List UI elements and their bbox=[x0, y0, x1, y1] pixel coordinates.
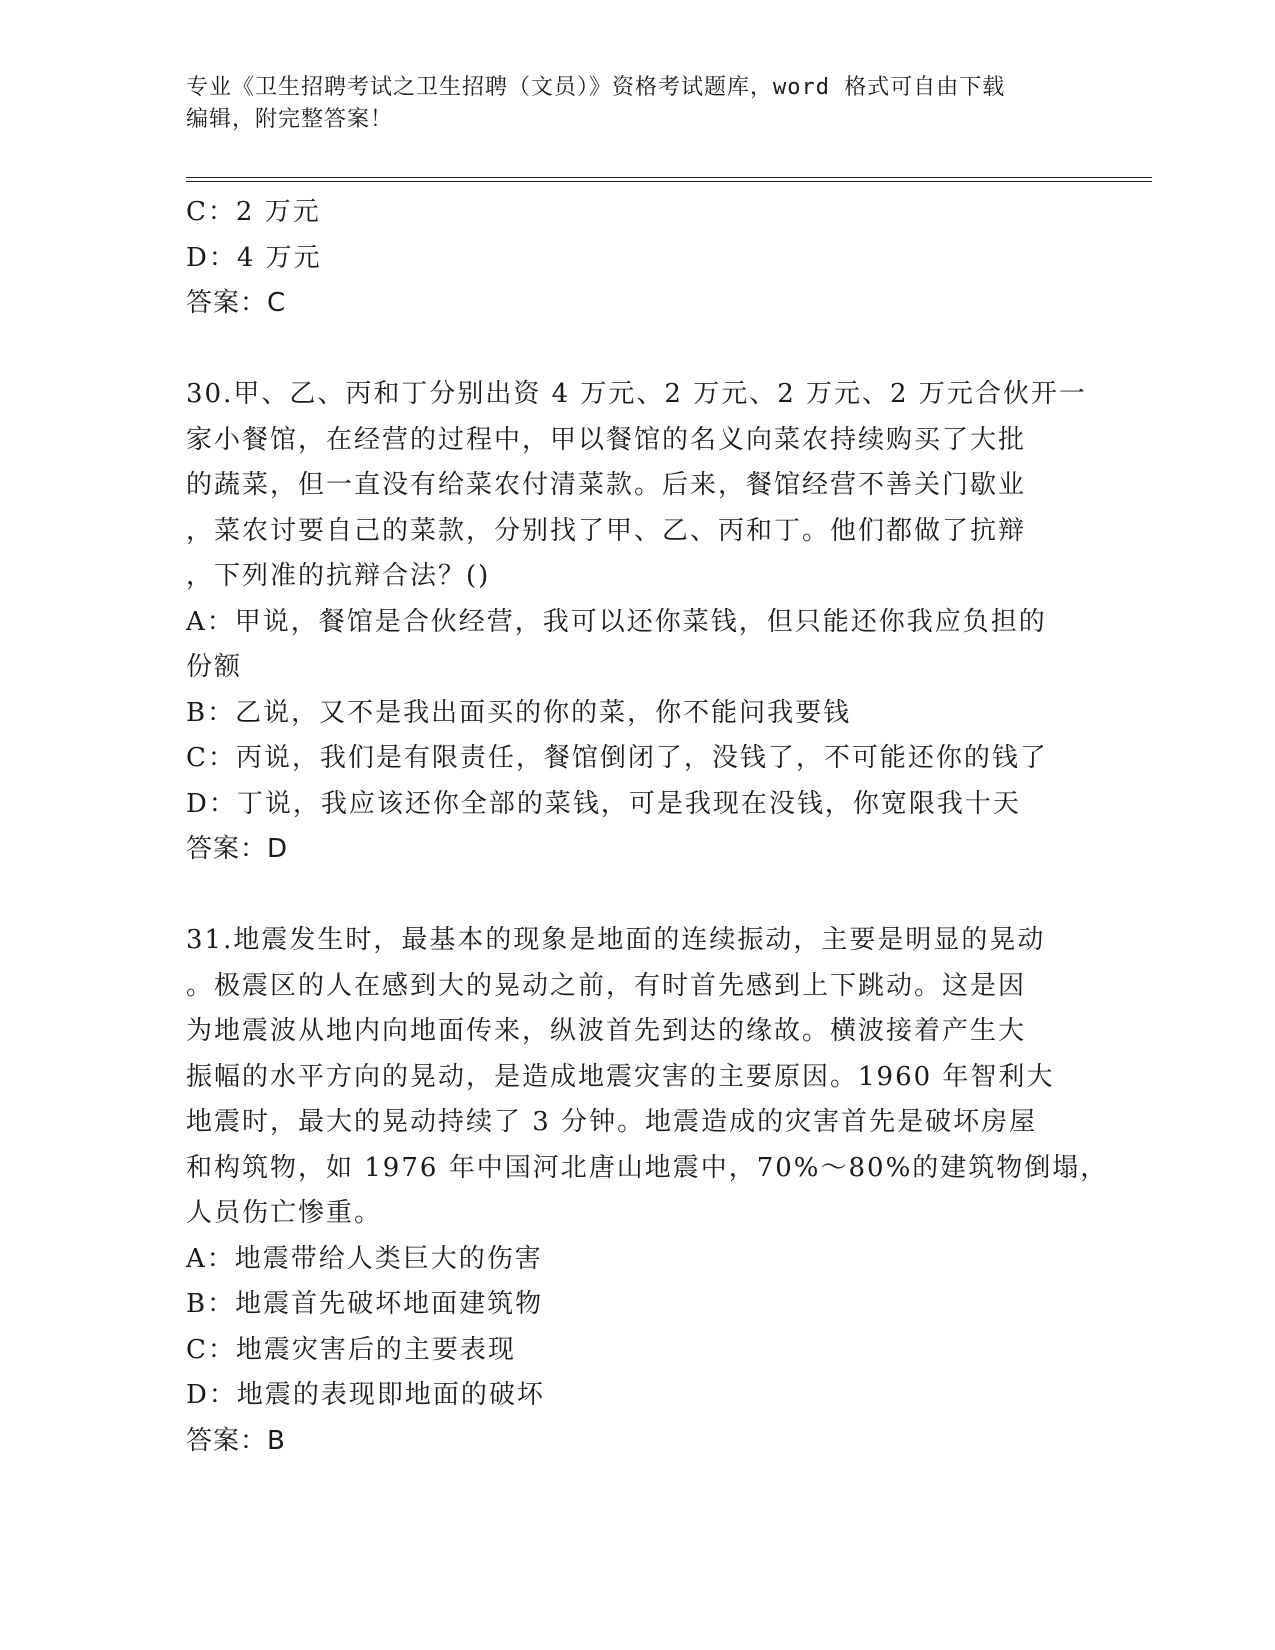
option-d: D：丁说，我应该还你全部的菜钱，可是我现在没钱，你宽限我十天 bbox=[186, 788, 1021, 819]
question-text-line: 的蔬菜，但一直没有给菜农付清菜款。后来，餐馆经营不善关门歇业 bbox=[186, 470, 1027, 500]
option-c: C：地震灾害后的主要表现 bbox=[186, 1334, 516, 1365]
option-b: B：地震首先破坏地面建筑物 bbox=[186, 1289, 544, 1319]
question-text-line: 30.甲、乙、丙和丁分别出资 4 万元、2 万元、2 万元、2 万元合伙开一 bbox=[186, 379, 1087, 409]
option-d: D：地震的表现即地面的破坏 bbox=[186, 1380, 545, 1410]
answer-line: 答案：B bbox=[186, 1425, 286, 1456]
question-31 bbox=[186, 918, 1109, 1464]
question-30 bbox=[186, 372, 1086, 873]
header-line-1: 专业《卫生招聘考试之卫生招聘（文员）》资格考试题库，word 格式可自由下载 bbox=[186, 75, 1006, 100]
question-text-line: 地震时，最大的晃动持续了 3 分钟。地震造成的灾害首先是破坏房屋 bbox=[186, 1107, 1038, 1137]
document-header bbox=[186, 72, 1066, 136]
option-a: A：地震带给人类巨大的伤害 bbox=[186, 1243, 543, 1274]
option-c: C：丙说，我们是有限责任，餐馆倒闭了，没钱了，不可能还你的钱了 bbox=[186, 743, 1048, 773]
prev-question bbox=[186, 190, 1086, 327]
question-text-line: ，下列准的抗辩合法？() bbox=[186, 561, 491, 591]
header-line-2: 编辑，附完整答案！ bbox=[186, 107, 394, 132]
option-a: A：甲说，餐馆是合伙经营，我可以还你菜钱，但只能还你我应负担的 bbox=[186, 606, 1047, 637]
spacer bbox=[186, 873, 1086, 919]
question-text-line: 家小餐馆，在经营的过程中，甲以餐馆的名义向菜农持续购买了大批 bbox=[186, 424, 1027, 455]
spacer bbox=[186, 327, 1086, 373]
option-a-continued: 份额 bbox=[186, 652, 243, 682]
question-text-line: 振幅的水平方向的晃动，是造成地震灾害的主要原因。1960 年智利大 bbox=[186, 1061, 1055, 1092]
option-d: D：4 万元 bbox=[186, 242, 322, 273]
question-text-line: 人员伤亡惨重。 bbox=[186, 1198, 383, 1228]
header-divider bbox=[186, 177, 1152, 182]
question-text-line: ，菜农讨要自己的菜款，分别找了甲、乙、丙和丁。他们都做了抗辩 bbox=[186, 515, 1027, 546]
option-c: C：2 万元 bbox=[186, 197, 321, 227]
answer-line: 答案：C bbox=[186, 288, 287, 318]
answer-line: 答案：D bbox=[186, 834, 289, 864]
question-text-line: 31.地震发生时，最基本的现象是地面的连续振动，主要是明显的晃动 bbox=[186, 925, 1046, 955]
option-b: B：乙说，又不是我出面买的你的菜，你不能问我要钱 bbox=[186, 697, 852, 728]
question-text-line: 为地震波从地内向地面传来，纵波首先到达的缘故。横波接着产生大 bbox=[186, 1016, 1027, 1046]
question-text-line: 。极震区的人在感到大的晃动之前，有时首先感到上下跳动。这是因 bbox=[186, 970, 1027, 1001]
document-page bbox=[186, 0, 1109, 1650]
document-body bbox=[186, 190, 1109, 1464]
question-text-line: 和构筑物，如 1976 年中国河北唐山地震中，70%～80%的建筑物倒塌， bbox=[186, 1152, 1109, 1183]
